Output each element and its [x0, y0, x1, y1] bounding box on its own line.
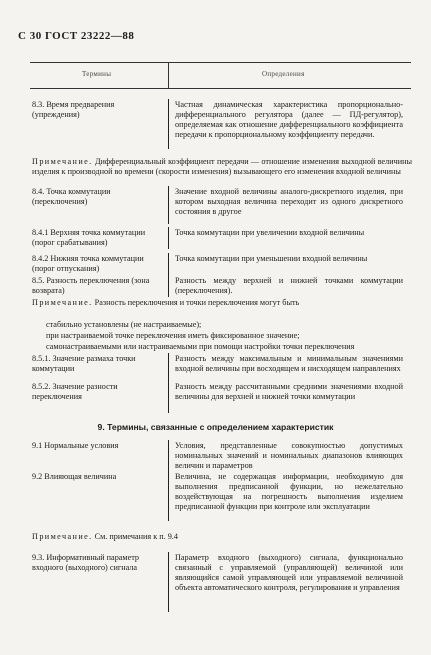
term-8-4: 8.4. Точка коммутации (переключения) [32, 187, 111, 206]
column-header-definitions: Определения [262, 70, 305, 78]
note-3-lead: Примечание. [32, 532, 93, 541]
definition-9-1: Условия, представленные совокупностью допустимых номинальных значений и номинальных диапазонов влияющих величин и параметров [175, 441, 403, 470]
definition-bar [168, 471, 169, 521]
note-2-line-2: при настраиваемой точке переключения иметь фиксированное значение; [46, 331, 300, 340]
term-8-5-2: 8.5.2. Значение разности переключения [32, 382, 118, 401]
note-1 [32, 157, 412, 177]
note-2-line-3: самонастраиваемыми или настраиваемыми при помощи настройки точки переключения [46, 342, 355, 351]
term-9-3: 9.3. Информативный параметр входного (выходного) сигнала [32, 553, 140, 572]
term-8-5: 8.5. Разность переключения (зона возврата) [32, 276, 150, 295]
note-2-line-1: стабильно установлены (не настраиваемые); [46, 320, 202, 329]
definition-8-5-1: Разность между максимальным и минимальным значениями входной величины при восходящем и нисходящем направлениях [175, 354, 403, 373]
column-header-terms: Термины [82, 70, 112, 78]
definition-9-3: Параметр входного (выходного) сигнала, функционально связанный с управляемой (управляющей) величиной или являющийся самой управляющей или управляемой величиной объекта автоматического контроля, регулирования и управления [175, 553, 403, 592]
term-8-4-2: 8.4.2 Нижняя точка коммутации (порог отпускания) [32, 254, 144, 273]
note-3-text: См. примечания к п. 9.4 [94, 532, 178, 541]
definition-bar [168, 381, 169, 413]
definition-bar [168, 99, 169, 149]
definition-9-2: Величина, не содержащая информации, необходимую для выполнения предписанной функции, но нежелательно воздействующая на погрешность выполнения изделием предписанной функции при контроле или эксплуатации [175, 472, 403, 511]
definition-bar [168, 253, 169, 275]
definition-bar [168, 440, 169, 472]
note-3 [32, 532, 412, 542]
note-2 [32, 298, 412, 308]
definition-bar [168, 227, 169, 249]
column-divider [168, 62, 169, 88]
note-1-lead: Примечание. [32, 157, 93, 166]
note-2-lead: Примечание. [32, 298, 93, 307]
term-8-5-1: 8.5.1. Значение размаха точки коммутации [32, 354, 136, 373]
definition-8-5-2: Разность между рассчитанными средними значениями входной величины для верхней и нижней точки коммутации [175, 382, 403, 401]
note-1-text: Дифференциальный коэффициент передачи — отношение изменения выходной величины изделия к производной во времени (скорости изменения) вызывающего его изменения входной величины [32, 157, 412, 176]
term-9-1: 9.1 Нормальные условия [32, 441, 119, 450]
definition-bar [168, 186, 169, 224]
term-8-4-1: 8.4.1 Верхняя точка коммутации (порог срабатывания) [32, 228, 146, 247]
definition-bar [168, 275, 169, 297]
definition-8-5: Разность между верхней и нижней точками коммутации (переключения). [175, 276, 403, 295]
definition-bar [168, 552, 169, 612]
definition-8-4-1: Точка коммутации при увеличении входной величины [175, 228, 365, 237]
term-9-2: 9.2 Влияющая величина [32, 472, 117, 481]
note-2-text: Разность переключения и точки переключения могут быть [94, 298, 300, 307]
definition-8-4-2: Точка коммутации при уменьшении входной величины [175, 254, 368, 263]
definition-8-3: Частная динамическая характеристика пропорционально-дифференциального регулятора (далее — ПД-регулятор), определяемая как отношение дифференциального коэффициента передачи к пропорциональному коэффициенту передачи. [175, 100, 403, 139]
section-9-title: 9. Термины, связанные с определением характеристик [97, 422, 334, 432]
table-header-rule [30, 88, 411, 89]
page-header: С 30 ГОСТ 23222—88 [18, 30, 135, 42]
definition-8-4: Значение входной величины аналого-дискретного изделия, при котором выходная величина переходит из одного дискретного состояния в другое [175, 187, 403, 216]
table-top-rule [30, 62, 411, 63]
term-8-3: 8.3. Время предварения (упреждения) [32, 100, 115, 119]
